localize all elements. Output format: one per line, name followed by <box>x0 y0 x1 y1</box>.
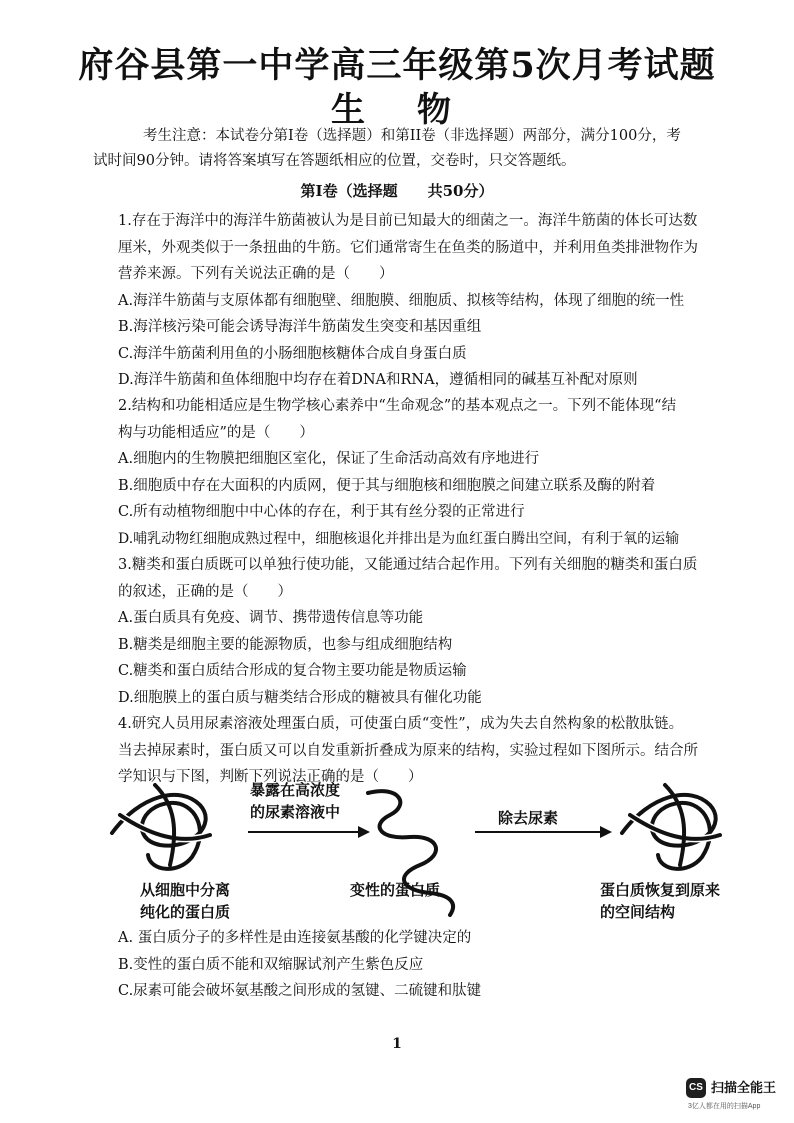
option-b: B.糖类是细胞主要的能源物质，也参与组成细胞结构 <box>118 636 453 653</box>
camscanner-logo-icon: CS <box>686 1078 706 1098</box>
question-stem: 营养来源。下列有关说法正确的是（ ） <box>118 266 394 282</box>
refolded-protein-icon <box>622 785 720 869</box>
exam-notice <box>93 124 728 174</box>
right-caption <box>600 879 720 923</box>
question-4-options <box>118 925 728 1005</box>
question-stem: 4.研究人员用尿素溶液处理蛋白质，可使蛋白质“变性”，成为失去自然构象的松散肽链。 <box>118 716 684 732</box>
arrow1-label <box>250 779 340 823</box>
option-d: D.细胞膜上的蛋白质与糖类结合形成的糖被具有催化功能 <box>118 689 482 706</box>
question-stem: 学知识与下图，判断下列说法正确的是（ ） <box>118 769 423 785</box>
question-3 <box>118 552 728 711</box>
option-c: C.糖类和蛋白质结合形成的复合物主要功能是物质运输 <box>118 663 467 679</box>
option-c: C.海洋牛筋菌利用鱼的小肠细胞核糖体合成自身蛋白质 <box>118 345 467 362</box>
left-caption <box>140 879 230 923</box>
option-c: C.尿素可能会破坏氨基酸之间形成的氢键、二硫键和肽键 <box>118 983 482 999</box>
scanner-app-name: 扫描全能王 <box>711 1080 777 1095</box>
option-a: A. 蛋白质分子的多样性是由连接氨基酸的化学键决定的 <box>118 930 472 946</box>
left-caption-line: 纯化的蛋白质 <box>140 903 231 921</box>
arrow1-label-line: 的尿素溶液中 <box>250 803 341 821</box>
left-caption-line: 从细胞中分离 <box>140 881 231 899</box>
arrow1-label-line: 暴露在高浓度 <box>250 781 341 799</box>
option-a: A.海洋牛筋菌与支原体都有细胞壁、细胞膜、细胞质、拟核等结构，体现了细胞的统一性 <box>118 292 685 309</box>
option-b: B.细胞质中存在大面积的内质网，便于其与细胞核和细胞膜之间建立联系及酶的附着 <box>118 477 656 494</box>
arrow2-label: 除去尿素 <box>498 809 559 827</box>
question-2 <box>118 393 728 552</box>
protein-denaturation-figure <box>100 775 740 925</box>
arrow-right-icon <box>248 826 370 838</box>
subject-title: 生物 <box>331 90 503 130</box>
notice-line: 试时间90分钟。请将答案填写在答题纸相应的位置，交卷时，只交答题纸。 <box>93 153 576 169</box>
option-b: B.变性的蛋白质不能和双缩脲试剂产生紫色反应 <box>118 956 424 973</box>
right-caption-line: 蛋白质恢复到原来 <box>600 881 721 899</box>
middle-caption: 变性的蛋白质 <box>350 881 441 899</box>
option-d: D.海洋牛筋菌和鱼体细胞中均存在着DNA和RNA，遵循相同的碱基互补配对原则 <box>118 372 638 388</box>
exam-title: 府谷县第一中学高三年级第5次月考试题 <box>78 45 716 86</box>
option-b: B.海洋核污染可能会诱导海洋牛筋菌发生突变和基因重组 <box>118 319 482 335</box>
option-d: D.哺乳动物红细胞成熟过程中，细胞核退化并排出是为血红蛋白腾出空间，有利于氧的运输 <box>118 530 680 547</box>
question-stem: 1.存在于海洋中的海洋牛筋菌被认为是目前已知最大的细菌之一。海洋牛筋菌的体长可达数 <box>118 213 698 229</box>
question-stem: 当去掉尿素时，蛋白质又可以自发重新折叠成为原来的结构，实验过程如下图所示。结合所 <box>118 742 698 759</box>
option-c: C.所有动植物细胞中中心体的存在，利于其有丝分裂的正常进行 <box>118 504 525 520</box>
question-1 <box>118 208 728 394</box>
question-stem: 2.结构和功能相适应是生物学核心素养中“生命观念”的基本观点之一。下列不能体现“结 <box>118 398 677 414</box>
section-heading: 第I卷（选择题 共50分） <box>300 182 494 200</box>
notice-line: 考生注意：本试卷分第I卷（选择题）和第II卷（非选择题）两部分，满分100分，考 <box>143 128 681 144</box>
option-a: A.蛋白质具有免疫、调节、携带遗传信息等功能 <box>118 610 424 626</box>
page-number: 1 <box>392 1036 402 1052</box>
option-a: A.细胞内的生物膜把细胞区室化，保证了生命活动高效有序地进行 <box>118 451 540 467</box>
scanner-tagline: 3亿人都在用的扫描App <box>688 1103 761 1110</box>
question-stem: 的叙述，正确的是（ ） <box>118 583 292 600</box>
question-stem: 构与功能相适应”的是（ ） <box>118 424 314 441</box>
right-caption-line: 的空间结构 <box>600 903 676 921</box>
question-stem: 3.糖类和蛋白质既可以单独行使功能，又能通过结合起作用。下列有关细胞的糖类和蛋白质 <box>118 557 698 573</box>
folded-protein-icon <box>112 785 210 869</box>
question-stem: 厘米，外观类似于一条扭曲的牛筋。它们通常寄生在鱼类的肠道中，并利用鱼类排泄物作为 <box>118 239 698 256</box>
